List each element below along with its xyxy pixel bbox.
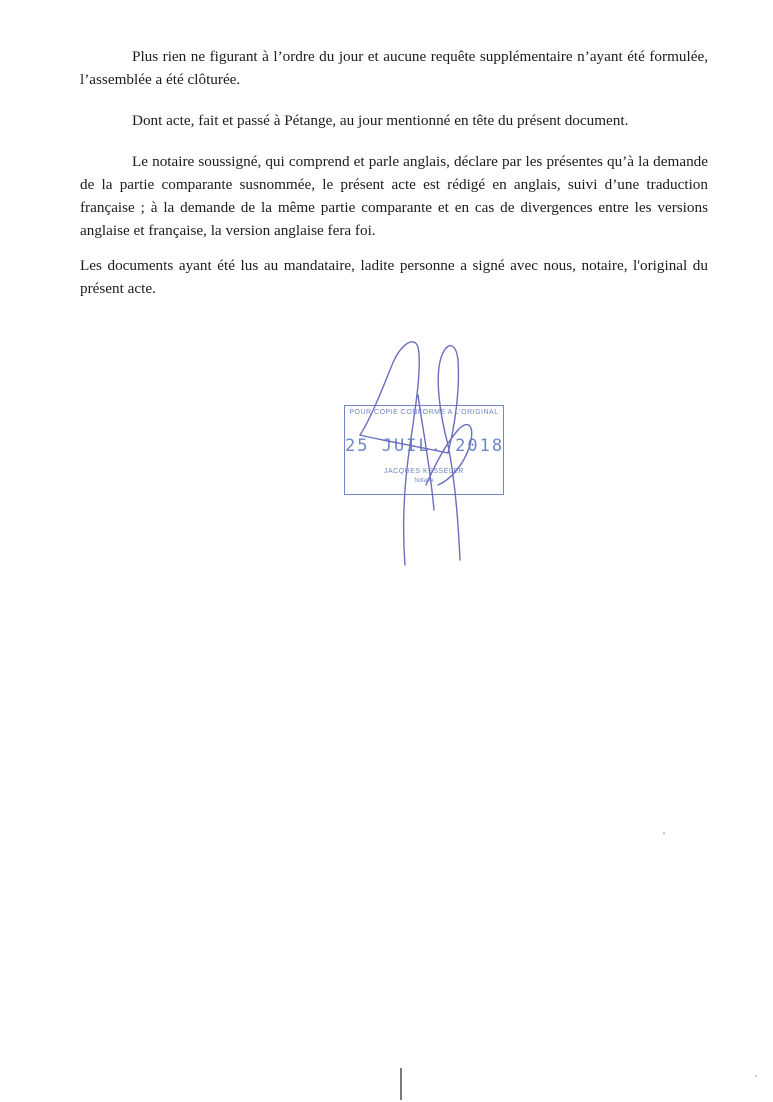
stamp-heading: POUR COPIE CONFORME A L'ORIGINAL xyxy=(349,409,499,416)
notary-stamp-and-signature xyxy=(330,335,530,575)
stamp-date: 25 JUIL. 2018 xyxy=(345,436,505,456)
handwritten-signature xyxy=(330,335,530,575)
paragraph-signature-clause: Les documents ayant été lus au mandataire, ladite personne a signé avec nous, notaire, l'original du présent acte. xyxy=(80,257,708,297)
stamp-notary-title: Notaire xyxy=(414,478,434,484)
paragraph-closing-assembly: Plus rien ne figurant à l’ordre du jour et aucune requête supplémentaire n’ayant été formulée, l’assemblée a été clôturée. xyxy=(80,48,708,88)
scan-speck xyxy=(755,1075,757,1077)
page-edge-mark xyxy=(400,1068,402,1100)
scan-speck xyxy=(663,832,665,834)
paragraph-dont-acte: Dont acte, fait et passé à Pétange, au jour mentionné en tête du présent document. xyxy=(132,112,629,129)
stamp-notary-name: JACQUES KESSELER xyxy=(384,468,464,475)
paragraph-language-clause: Le notaire soussigné, qui comprend et parle anglais, déclare par les présentes qu’à la demande de la partie comparante susnommée, le présent acte est rédigé en anglais, suivi d’une traduction française ; à la demande de la même partie comparante et en cas de divergences entre les versions anglaise et française, la version anglaise fera foi. xyxy=(80,153,708,239)
